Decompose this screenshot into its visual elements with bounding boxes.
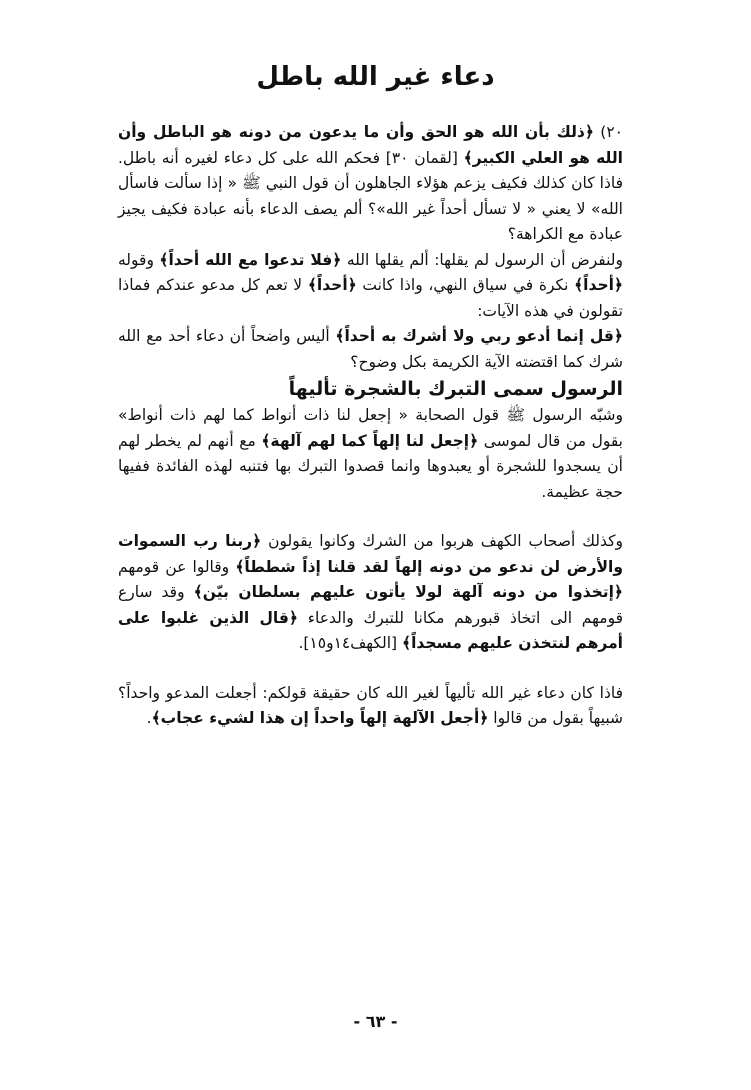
text-run: مع أنهم لم يخطر لهم أن يسجدوا للشجرة أو يعبدوها وانما قصدوا التبرك بها فتنبه لهذه الفائدة ففيها حجة عظيمة. — [118, 431, 623, 501]
text-run: نكرة في سياق النهي، واذا كانت — [356, 276, 575, 294]
page-title: دعاء غير الله باطل — [256, 62, 495, 92]
quran-quote: ﴿ذلك بأن الله هو الحق وأن ما يدعون من دونه هو الباطل وأن الله هو العلي الكبير﴾ — [118, 123, 623, 167]
quran-quote: ﴿ربنا رب السموات والأرض لن ندعو من دونه إلهاً لقد قلنا إذاً شططاً﴾ — [118, 532, 623, 576]
para-qul — [118, 324, 623, 375]
text-run: ٢٠) — [593, 123, 623, 141]
text-run: أليس واضحاً أن دعاء أحد مع الله شرك كما اقتضته الآية الكريمة بكل وضوح؟ — [118, 327, 623, 371]
para-anwat — [118, 403, 623, 505]
para-conclusion — [118, 681, 623, 732]
text-run: وقالوا عن قومهم — [118, 557, 236, 576]
quran-quote: ﴿أحداً﴾ — [574, 276, 624, 294]
quran-quote: ﴿قل إنما أدعو ربي ولا أشرك به أحداً﴾ — [335, 327, 623, 345]
text-run: لا تعم كل مدعو عندكم فماذا تقولون في هذه الآيات: — [118, 276, 623, 320]
text-run: فاذا كان دعاء غير الله تأليهاً لغير الله كان حقيقة قولكم: أجعلت المدعو واحداً؟ شبيهاً بقول من قالوا — [118, 683, 623, 727]
para-kahf — [118, 529, 623, 657]
text-run: وشبّه الرسول ﷺ قول الصحابة « إجعل لنا ذات أنواط كما لهم ذات أنواط» بقول من قال لموسى — [118, 406, 623, 450]
paragraph-gap — [118, 505, 623, 529]
quran-quote: ﴿أجعل الآلهة إلهاً واحداً إن هذا لشيء عجاب﴾ — [151, 709, 489, 727]
text-run: وقد سارع قومهم الى اتخاذ قبورهم مكانا للتبرك والدعاء — [118, 583, 623, 627]
quran-quote: ﴿إتخذوا من دونه آلهة لولا يأتون عليهم بسلطان بيّن﴾ — [193, 583, 623, 601]
paragraph-gap — [118, 657, 623, 681]
text-run: الرسول سمى التبرك بالشجرة تأليهاً — [288, 378, 623, 400]
text-run: [لقمان ٣٠] فحكم الله على كل دعاء لغيره أنه باطل. فاذا كان كذلك فكيف يزعم هؤلاء الجاهلون أن قول النبي ﷺ « إذا سألت فاسأل الله» لا يعني « لا تسأل أحداً غير الله»؟ ألم يصف الدعاء بأنه عبادة فكيف يجيز عبادة مع الكراهة؟ — [118, 148, 623, 243]
quran-quote: ﴿أحداً﴾ — [307, 276, 357, 294]
text-run: وكذلك أصحاب الكهف هربوا من الشرك وكانوا يقولون — [261, 532, 623, 550]
body-text — [118, 120, 623, 732]
text-run: ولنفرض أن الرسول لم يقلها: ألم يقلها الله — [341, 250, 623, 269]
para-heading — [118, 375, 623, 403]
quran-quote: ﴿إجعل لنا إلهاً كما لهم آلهة﴾ — [261, 431, 479, 450]
para-20 — [118, 120, 623, 248]
page-number: - ٦٣ - — [353, 1012, 398, 1031]
quran-quote: ﴿قال الذين غلبوا على أمرهم لنتخذن عليهم مسجداً﴾ — [118, 608, 623, 652]
text-run: وقوله — [118, 250, 160, 269]
para-assume — [118, 248, 623, 325]
text-run: . — [146, 709, 152, 727]
text-run: [الكهف١٤و١٥]. — [298, 634, 402, 652]
quran-quote: ﴿فلا تدعوا مع الله أحداً﴾ — [159, 250, 342, 269]
